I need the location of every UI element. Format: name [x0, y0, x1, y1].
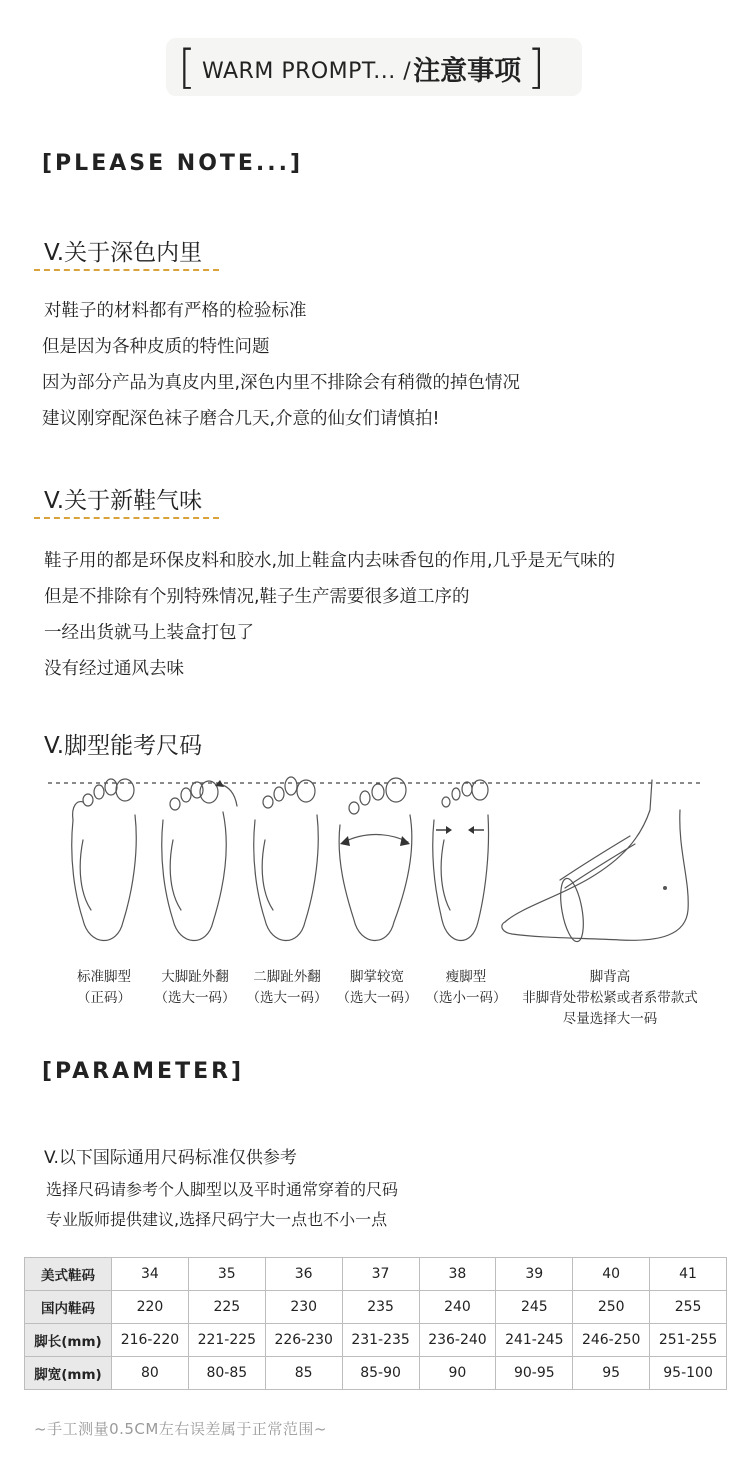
table-cell: 235 [342, 1291, 419, 1324]
standard-foot-icon [72, 779, 137, 941]
table-row [25, 1357, 727, 1390]
parameter-line-2: 专业版师提供建议,选择尺码宁大一点也不小一点 [46, 1210, 388, 1229]
header-chinese: 注意事项 [413, 55, 522, 87]
second-toe-foot-icon [254, 777, 319, 941]
table-cell: 95-100 [650, 1357, 727, 1390]
table-cell: 34 [112, 1258, 189, 1291]
foot-label-standard: 标准脚型 （正码） [77, 969, 131, 1006]
table-cell: 39 [496, 1258, 573, 1291]
table-cell: 221-225 [188, 1324, 265, 1357]
size-table [24, 1257, 727, 1390]
section1-line-2: 但是因为各种皮质的特性问题 [42, 337, 270, 357]
table-cell: 220 [112, 1291, 189, 1324]
table-cell: 226-230 [265, 1324, 342, 1357]
table-cell: 216-220 [112, 1324, 189, 1357]
table-cell: 90 [419, 1357, 496, 1390]
table-cell: 40 [573, 1258, 650, 1291]
table-cell: 230 [265, 1291, 342, 1324]
section1-line-4: 建议刚穿配深色袜子磨合几天,介意的仙女们请慎拍! [42, 409, 440, 429]
wide-foot-icon [339, 778, 412, 941]
table-cell: 36 [265, 1258, 342, 1291]
table-cell: 37 [342, 1258, 419, 1291]
section2-title: V.关于新鞋气味 [44, 488, 203, 514]
section2-line-3: 一经出货就马上装盒打包了 [44, 623, 254, 643]
table-cell: 90-95 [496, 1357, 573, 1390]
table-cell: 95 [573, 1357, 650, 1390]
header-open-bracket: [ [178, 40, 196, 94]
section1-underline [34, 269, 219, 271]
foot-label-high-instep: 脚背高 非脚背处带松紧或者系带款式 尽量选择大一码 [522, 969, 698, 1027]
section1-line-3: 因为部分产品为真皮内里,深色内里不排除会有稍微的掉色情况 [42, 373, 521, 393]
foot-label-slim: 瘦脚型 （选小一码） [425, 969, 507, 1006]
table-row-head: 国内鞋码 [25, 1291, 112, 1324]
section1-title: V.关于深色内里 [44, 240, 203, 266]
section2-line-1: 鞋子用的都是环保皮料和胶水,加上鞋盒内去味香包的作用,几乎是无气味的 [44, 551, 616, 571]
table-row-head: 脚宽(mm) [25, 1357, 112, 1390]
slim-foot-icon [433, 780, 489, 941]
section1-line-1: 对鞋子的材料都有严格的检验标准 [44, 301, 307, 321]
table-cell: 231-235 [342, 1324, 419, 1357]
table-row [25, 1258, 727, 1291]
bunion-foot-icon [162, 780, 237, 941]
foot-label-second-toe: 二脚趾外翻 （选大一码） [246, 969, 328, 1006]
table-cell: 35 [188, 1258, 265, 1291]
table-cell: 241-245 [496, 1324, 573, 1357]
parameter-title: V.以下国际通用尺码标准仅供参考 [44, 1148, 297, 1168]
table-cell: 250 [573, 1291, 650, 1324]
table-cell: 38 [419, 1258, 496, 1291]
table-cell: 85 [265, 1357, 342, 1390]
table-cell: 236-240 [419, 1324, 496, 1357]
please-note-label: [PLEASE NOTE...] [42, 151, 304, 176]
table-cell: 246-250 [573, 1324, 650, 1357]
table-cell: 80-85 [188, 1357, 265, 1390]
table-row [25, 1291, 727, 1324]
table-cell: 80 [112, 1357, 189, 1390]
measurement-footnote: ~手工测量0.5CM左右误差属于正常范围~ [34, 1420, 327, 1438]
table-row-head: 脚长(mm) [25, 1324, 112, 1357]
section2-line-2: 但是不排除有个别特殊情况,鞋子生产需要很多道工序的 [44, 587, 470, 607]
foot-label-wide: 脚掌较宽 （选大一码） [336, 969, 418, 1006]
table-row [25, 1324, 727, 1357]
table-cell: 225 [188, 1291, 265, 1324]
table-cell: 85-90 [342, 1357, 419, 1390]
table-cell: 245 [496, 1291, 573, 1324]
section2-line-4: 没有经过通风去味 [44, 659, 184, 679]
table-cell: 255 [650, 1291, 727, 1324]
table-cell: 41 [650, 1258, 727, 1291]
header-close-bracket: ] [527, 40, 546, 94]
section2-underline [34, 517, 219, 519]
header-title [178, 38, 545, 96]
header-english: WARM PROMPT... / [201, 58, 412, 84]
parameter-line-1: 选择尺码请参考个人脚型以及平时通常穿着的尺码 [46, 1180, 399, 1199]
section3-title: V.脚型能考尺码 [44, 733, 203, 759]
foot-label-bunion: 大脚趾外翻 （选大一码） [154, 969, 236, 1006]
table-cell: 251-255 [650, 1324, 727, 1357]
table-row-head: 美式鞋码 [25, 1258, 112, 1291]
parameter-label: [PARAMETER] [42, 1059, 245, 1084]
table-cell: 240 [419, 1291, 496, 1324]
high-instep-foot-icon [502, 780, 688, 943]
foot-type-illustration [0, 770, 750, 960]
